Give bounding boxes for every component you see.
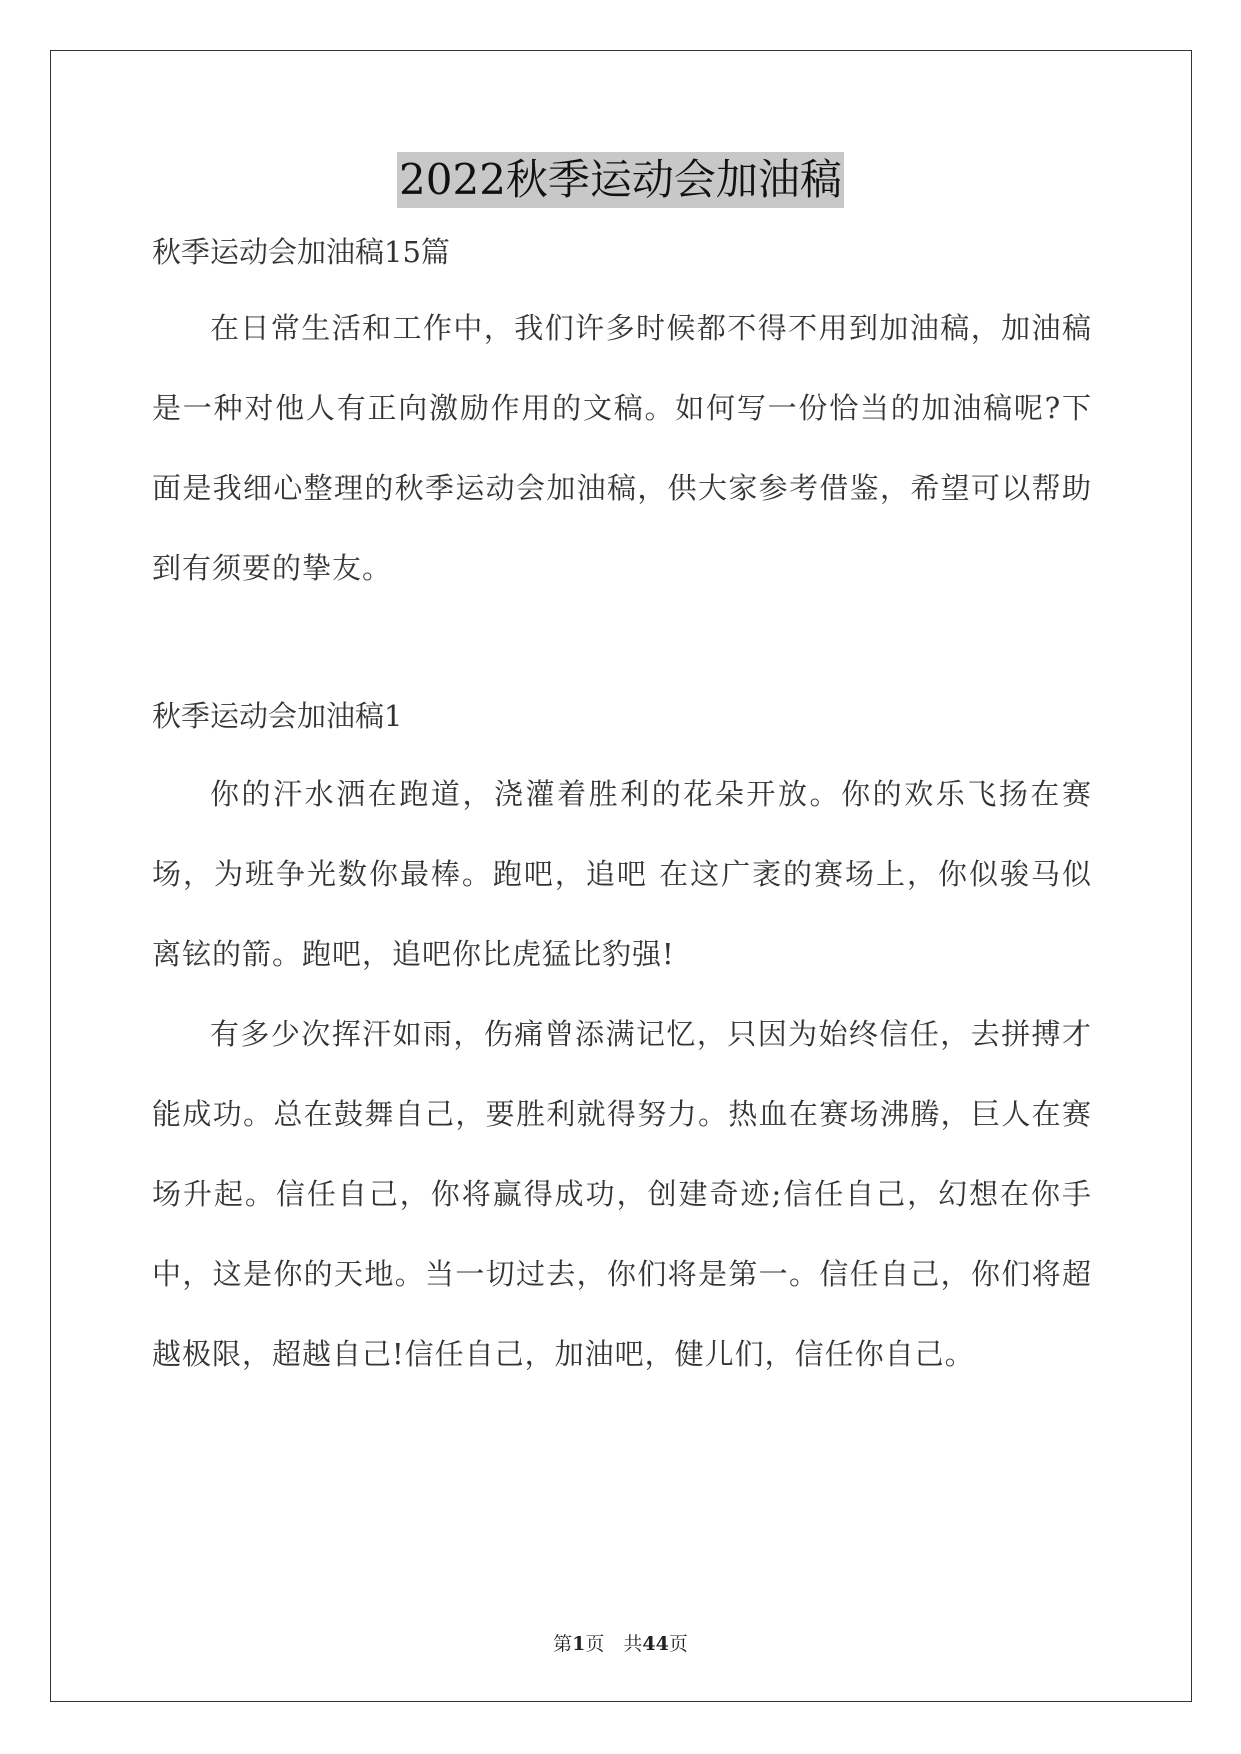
page-footer [0,1632,1241,1656]
footer-page-current: 1 [572,1633,586,1655]
document-body [152,232,1092,1394]
document-subtitle: 秋季运动会加油稿15篇 [152,235,450,269]
footer-page-prefix: 第 [553,1633,573,1655]
title-container [0,152,1241,208]
intro-paragraph: 在日常生活和工作中，我们许多时候都不得不用到加油稿，加油稿是一种对他人有正向激励作用的文稿。如何写一份恰当的加油稿呢?下面是我细心整理的秋季运动会加油稿，供大家参考借鉴，希望可以帮助到有须要的挚友。 [152,311,1092,585]
body-paragraph-2: 有多少次挥汗如雨，伤痛曾添满记忆，只因为始终信任，去拼搏才能成功。总在鼓舞自己，要胜利就得努力。热血在赛场沸腾，巨人在赛场升起。信任自己，你将赢得成功，创建奇迹;信任自己，幻想在你手中，这是你的天地。当一切过去，你们将是第一。信任自己，你们将超越极限，超越自己!信任自己，加油吧，健儿们，信任你自己。 [152,1017,1092,1371]
footer-page-total: 44 [642,1633,669,1655]
section-heading: 秋季运动会加油稿1 [152,699,403,733]
body-paragraph-1: 你的汗水洒在跑道，浇灌着胜利的花朵开放。你的欢乐飞扬在赛场，为班争光数你最棒。跑吧，追吧 在这广袤的赛场上，你似骏马似离铉的箭。跑吧，追吧你比虎猛比豹强! [152,777,1092,971]
footer-page-mid: 页 共 [585,1633,643,1655]
footer-page-suffix: 页 [668,1633,688,1655]
document-title: 2022秋季运动会加油稿 [397,152,844,208]
